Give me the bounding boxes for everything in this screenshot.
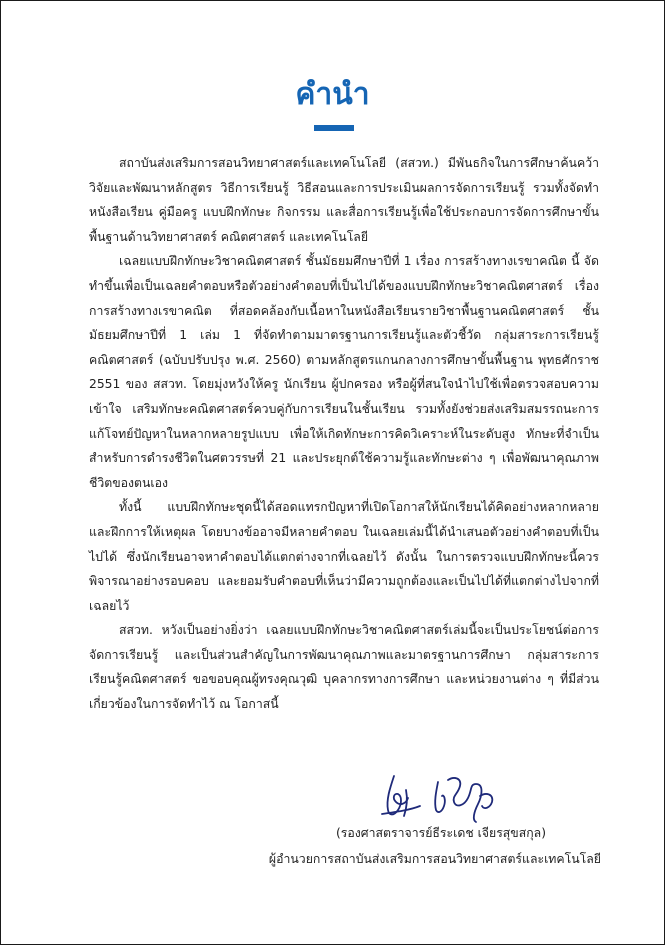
preface-paragraph-1: สถาบันส่งเสริมการสอนวิทยาศาสตร์และเทคโนโลยี (สสวท.) มีพันธกิจในการศึกษาค้นคว้า วิจัยและพัฒนาหลักสูตร วิธีการเรียนรู้ วิธีสอนและการประเมินผลการจัดการเรียนรู้ รวมทั้งจัดทำหนังสือเรียน คู่มือครู แบบฝึกทักษะ กิจกรรม และสื่อการเรียนรู้เพื่อใช้ประกอบการจัดการศึกษาขั้นพื้นฐานด้านวิทยาศาสตร์ คณิตศาสตร์ และเทคโนโลยี — [89, 156, 599, 244]
page-title: คำนำ — [295, 77, 370, 112]
signature-icon — [376, 766, 516, 826]
preface-body — [89, 151, 599, 717]
signer-name: (รองศาสตราจารย์ธีระเดช เจียรสุขสกุล) — [336, 826, 546, 840]
signer-position: ผู้อำนวยการสถาบันส่งเสริมการสอนวิทยาศาสตร์และเทคโนโลยี — [268, 852, 601, 866]
title-underline-bar — [314, 125, 354, 131]
preface-paragraph-2: เฉลยแบบฝึกทักษะวิชาคณิตศาสตร์ ชั้นมัธยมศึกษาปีที่ 1 เรื่อง การสร้างทางเรขาคณิต นี้ จัดทำขึ้นเพื่อเป็นเฉลยคำตอบหรือตัวอย่างคำตอบที่เป็นไปได้ของแบบฝึกทักษะวิชาคณิตศาสตร์ เรื่อง การสร้างทางเรขาคณิต ที่สอดคล้องกับเนื้อหาในหนังสือเรียนรายวิชาพื้นฐานคณิตศาสตร์ ชั้นมัธยมศึกษาปีที่ 1 เล่ม 1 ที่จัดทำตามมาตรฐานการเรียนรู้และตัวชี้วัด กลุ่มสาระการเรียนรู้คณิตศาสตร์ (ฉบับปรับปรุง พ.ศ. 2560) ตามหลักสูตรแกนกลางการศึกษาขั้นพื้นฐาน พุทธศักราช 2551 ของ สสวท. โดยมุ่งหวังให้ครู นักเรียน ผู้ปกครอง หรือผู้ที่สนใจนำไปใช้เพื่อตรวจสอบความเข้าใจ เสริมทักษะคณิตศาสตร์ควบคู่กับการเรียนในชั้นเรียน รวมทั้งยังช่วยส่งเสริมสมรรถนะการแก้โจทย์ปัญหาในหลากหลายรูปแบบ เพื่อให้เกิดทักษะการคิดวิเคราะห์ในระดับสูง ทักษะที่จำเป็นสำหรับการดำรงชีวิตในศตวรรษที่ 21 และประยุกต์ใช้ความรู้และทักษะต่าง ๆ เพื่อพัฒนาคุณภาพชีวิตของตนเอง — [89, 254, 599, 490]
preface-paragraph-4: สสวท. หวังเป็นอย่างยิ่งว่า เฉลยแบบฝึกทักษะวิชาคณิตศาสตร์เล่มนี้จะเป็นประโยชน์ต่อการจัดการเรียนรู้ และเป็นส่วนสำคัญในการพัฒนาคุณภาพและมาตรฐานการศึกษา กลุ่มสาระการเรียนรู้คณิตศาสตร์ ขอขอบคุณผู้ทรงคุณวุฒิ บุคลากรทางการศึกษา และหน่วยงานต่าง ๆ ที่มีส่วนเกี่ยวข้องในการจัดทำไว้ ณ โอกาสนี้ — [89, 623, 599, 712]
preface-paragraph-3: ทั้งนี้ แบบฝึกทักษะชุดนี้ได้สอดแทรกปัญหาที่เปิดโอกาสให้นักเรียนได้คิดอย่างหลากหลายและฝึกการให้เหตุผล โดยบางข้ออาจมีหลายคำตอบ ในเฉลยเล่มนี้ได้นำเสนอตัวอย่างคำตอบที่เป็นไปได้ ซึ่งนักเรียนอาจหาคำตอบได้แตกต่างจากที่เฉลยไว้ ดังนั้น ในการตรวจแบบฝึกทักษะนี้ควรพิจารณาอย่างรอบคอบ และยอมรับคำตอบที่เห็นว่ามีความถูกต้องและเป็นไปได้ที่แตกต่างไปจากที่เฉลยไว้ — [89, 500, 599, 613]
